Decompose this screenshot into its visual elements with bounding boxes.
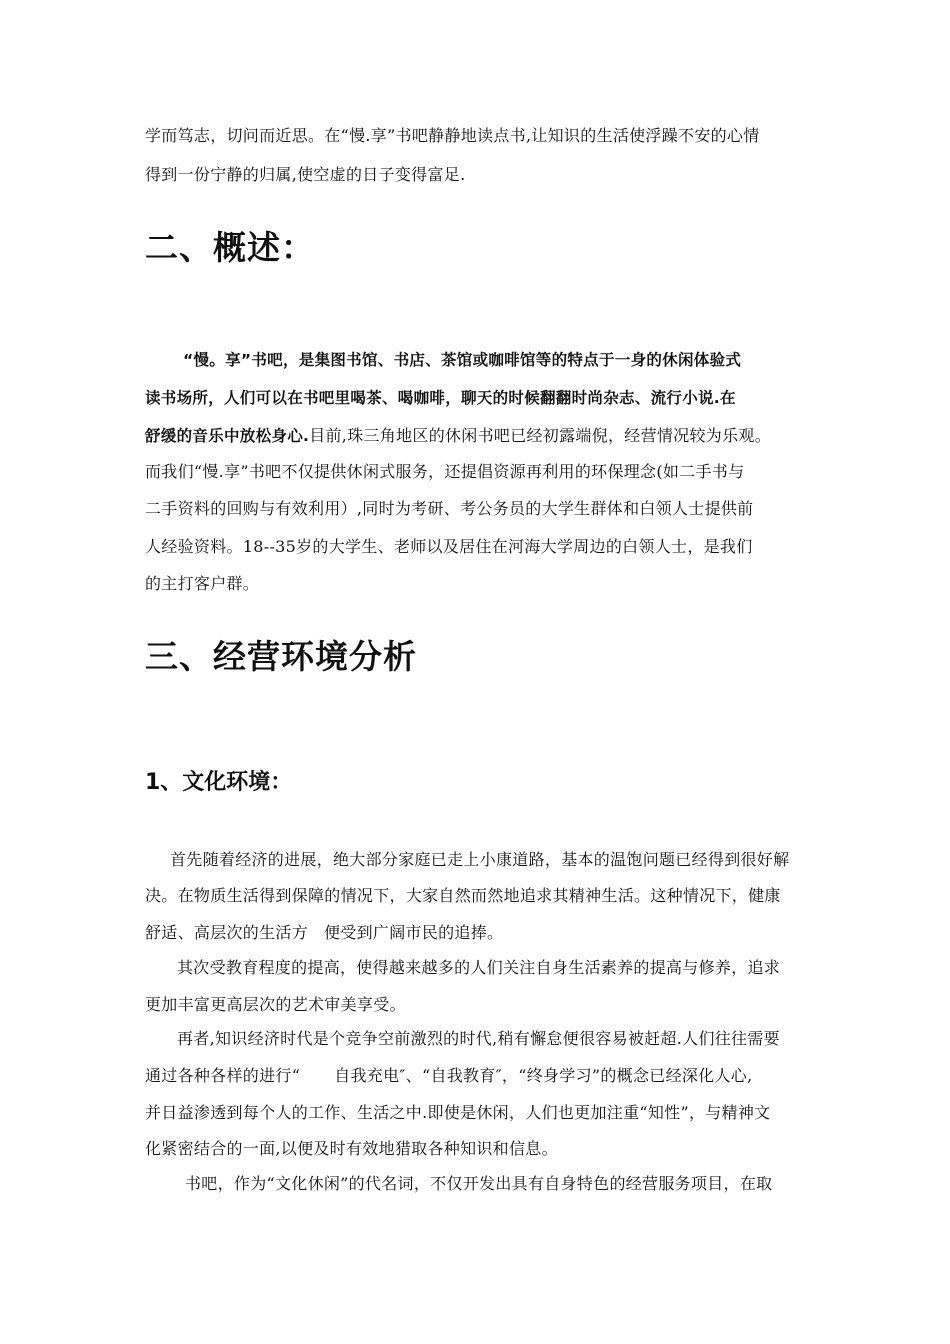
culture-p3-line-4: 化紧密结合的一面,以便及时有效地猎取各种知识和信息。 — [145, 1139, 558, 1158]
overview-line-1: “慢。享”书吧，是集图书馆、书店、茶馆或咖啡馆等的特点于一身的休闲体验式 — [183, 351, 742, 369]
culture-p2-line-2: 更加丰富更高层次的艺术审美享受。 — [145, 995, 406, 1014]
overview-line-3-bold: 舒缓的音乐中放松身心. — [145, 427, 310, 445]
culture-p1-line-2: 决。在物质生活得到保障的情况下，大家自然而然地追求其精神生活。这种情况下，健康 — [145, 886, 781, 905]
section-2-heading: 二、概述： — [145, 228, 315, 267]
overview-line-2: 读书场所，人们可以在书吧里喝茶、喝咖啡，聊天的时候翻翻时尚杂志、流行小说.在 — [145, 389, 736, 407]
overview-line-7: 的主打客户群。 — [145, 574, 260, 593]
culture-p3-line-2 — [145, 1064, 810, 1088]
overview-line-5: 二手资料的回购与有效利用）,同时为考研、考公务员的大学生群体和白领人士提供前 — [145, 499, 754, 518]
culture-p1-line-3a: 舒适、高层次的生活方 — [145, 923, 309, 942]
culture-p1-line-1: 首先随着经济的进展，绝大部分家庭已走上小康道路，基本的温饱问题已经得到很好解 — [170, 850, 790, 869]
intro-line-1: 学而笃志，切问而近思。在“慢.享”书吧静静地读点书,让知识的生活使浮躁不安的心情 — [145, 126, 760, 145]
intro-line-2: 得到一份宁静的归属,使空虚的日子变得富足. — [145, 165, 466, 184]
culture-p3-line-2a: 通过各种各样的进行“ — [145, 1066, 301, 1085]
culture-p3-line-1: 再者,知识经济时代是个竞争空前激烈的时代,稍有懈怠便很容易被赶超.人们往往需要 — [177, 1029, 780, 1048]
culture-p1-line-3 — [145, 921, 810, 945]
subsection-1-heading: 1、文化环境： — [145, 770, 293, 795]
overview-line-4: 而我们“慢.享”书吧不仅提供休闲式服务，还提倡资源再利用的环保理念(如二手书与 — [145, 462, 745, 481]
overview-line-6: 人经验资料。18--35岁的大学生、老师以及居住在河海大学周边的白领人士，是我们 — [145, 537, 753, 556]
section-3-heading: 三、经营环境分析 — [145, 637, 417, 676]
culture-p4-line-1: 书吧，作为“文化休闲”的代名词，不仅开发出具有自身特色的经营服务项目，在取 — [185, 1174, 773, 1193]
overview-line-3-rest: 目前,珠三角地区的休闲书吧已经初露端倪，经营情况较为乐观。 — [309, 426, 771, 445]
culture-p3-line-3: 并日益渗透到每个人的工作、生活之中.即使是休闲，人们也更加注重“知性”，与精神文 — [145, 1103, 771, 1122]
overview-line-3 — [145, 424, 810, 448]
culture-p2-line-1: 其次受教育程度的提高，使得越来越多的人们关注自身生活素养的提高与修养，追求 — [177, 958, 781, 977]
culture-p1-line-3b: 便受到广阔市民的追捧。 — [324, 923, 504, 942]
culture-p3-line-2b: 自我充电″、“自我教育″，“终身学习”的概念已经深化人心, — [334, 1066, 753, 1085]
